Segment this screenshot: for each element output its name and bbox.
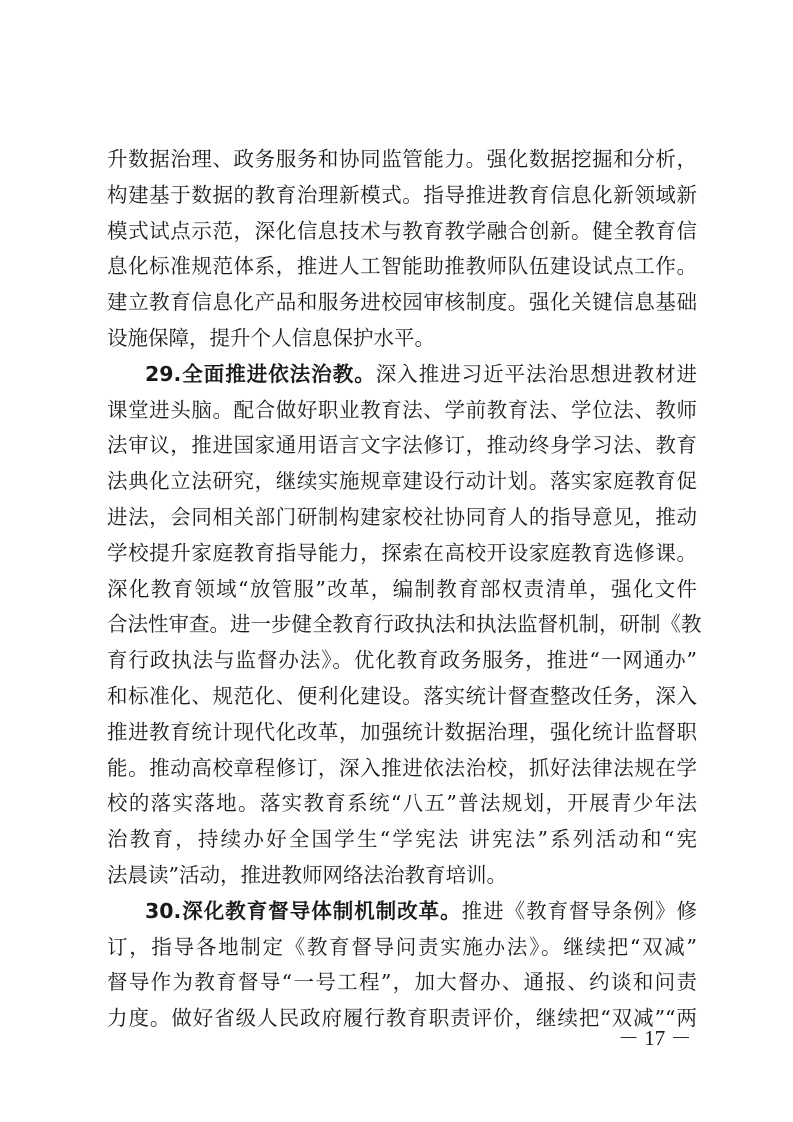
text-line: 治教育，持续办好全国学生“学宪法 讲宪法”系列活动和“宪 bbox=[107, 827, 697, 852]
section-29-heading: 29.全面推进依法治教。 bbox=[145, 361, 376, 386]
section-30-heading: 30.深化教育督导体制机制改革。 bbox=[145, 898, 462, 923]
text-line: 学校提升家庭教育指导能力，探索在高校开设家庭教育选修课。 bbox=[107, 540, 697, 565]
text-line: 设施保障，提升个人信息保护水平。 bbox=[107, 325, 435, 350]
text-line: 构建基于数据的教育治理新模式。指导推进教育信息化新领域新 bbox=[107, 182, 697, 207]
text-line: 法典化立法研究，继续实施规章建设行动计划。落实家庭教育促 bbox=[107, 469, 697, 494]
text-line: 订，指导各地制定《教育督导问责实施办法》。继续把“双减” bbox=[107, 934, 697, 959]
text-line: 育行政执法与监督办法》。优化教育政务服务，推进“一网通办” bbox=[107, 648, 697, 673]
text-line: 力度。做好省级人民政府履行教育职责评价，继续把“双减”“两 bbox=[107, 1006, 697, 1031]
text-line: 课堂进头脑。配合做好职业教育法、学前教育法、学位法、教师 bbox=[107, 397, 697, 422]
text-line: 深化教育领域“放管服”改革，编制教育部权责清单，强化文件 bbox=[107, 576, 697, 601]
text-line: 法审议，推进国家通用语言文字法修订，推动终身学习法、教育 bbox=[107, 433, 697, 458]
text-line: 校的落实落地。落实教育系统“八五”普法规划，开展青少年法 bbox=[107, 791, 697, 816]
text-line: 进法，会同相关部门研制构建家校社协同育人的指导意见，推动 bbox=[107, 504, 697, 529]
text-line: 息化标准规范体系，推进人工智能助推教师队伍建设试点工作。 bbox=[107, 254, 697, 279]
body-text bbox=[107, 142, 702, 1037]
section-30-lead-text: 推进《教育督导条例》修 bbox=[461, 898, 697, 923]
text-line: 能。推动高校章程修订，深入推进依法治校，抓好法律法规在学 bbox=[107, 755, 697, 780]
section-29-lead-text: 深入推进习近平法治思想进教材进 bbox=[375, 361, 697, 386]
text-line: 督导作为教育督导“一号工程”，加大督办、通报、约谈和问责 bbox=[107, 970, 697, 995]
text-line: 建立教育信息化产品和服务进校园审核制度。强化关键信息基础 bbox=[107, 290, 697, 315]
text-line: 和标准化、规范化、便利化建设。落实统计督查整改任务，深入 bbox=[107, 683, 697, 708]
section-30-first-line bbox=[107, 894, 697, 930]
text-line: 推进教育统计现代化改革，加强统计数据治理，强化统计监督职 bbox=[107, 719, 697, 744]
text-line: 升数据治理、政务服务和协同监管能力。强化数据挖掘和分析， bbox=[107, 147, 697, 171]
text-line: 模式试点示范，深化信息技术与教育教学融合创新。健全教育信 bbox=[107, 218, 697, 243]
section-29-first-line bbox=[107, 357, 697, 393]
text-line: 合法性审查。进一步健全教育行政执法和执法监督机制，研制《教 bbox=[107, 612, 702, 637]
text-line: 法晨读”活动，推进教师网络法治教育培训。 bbox=[107, 862, 507, 887]
page-number: － 17 － bbox=[618, 1026, 692, 1050]
